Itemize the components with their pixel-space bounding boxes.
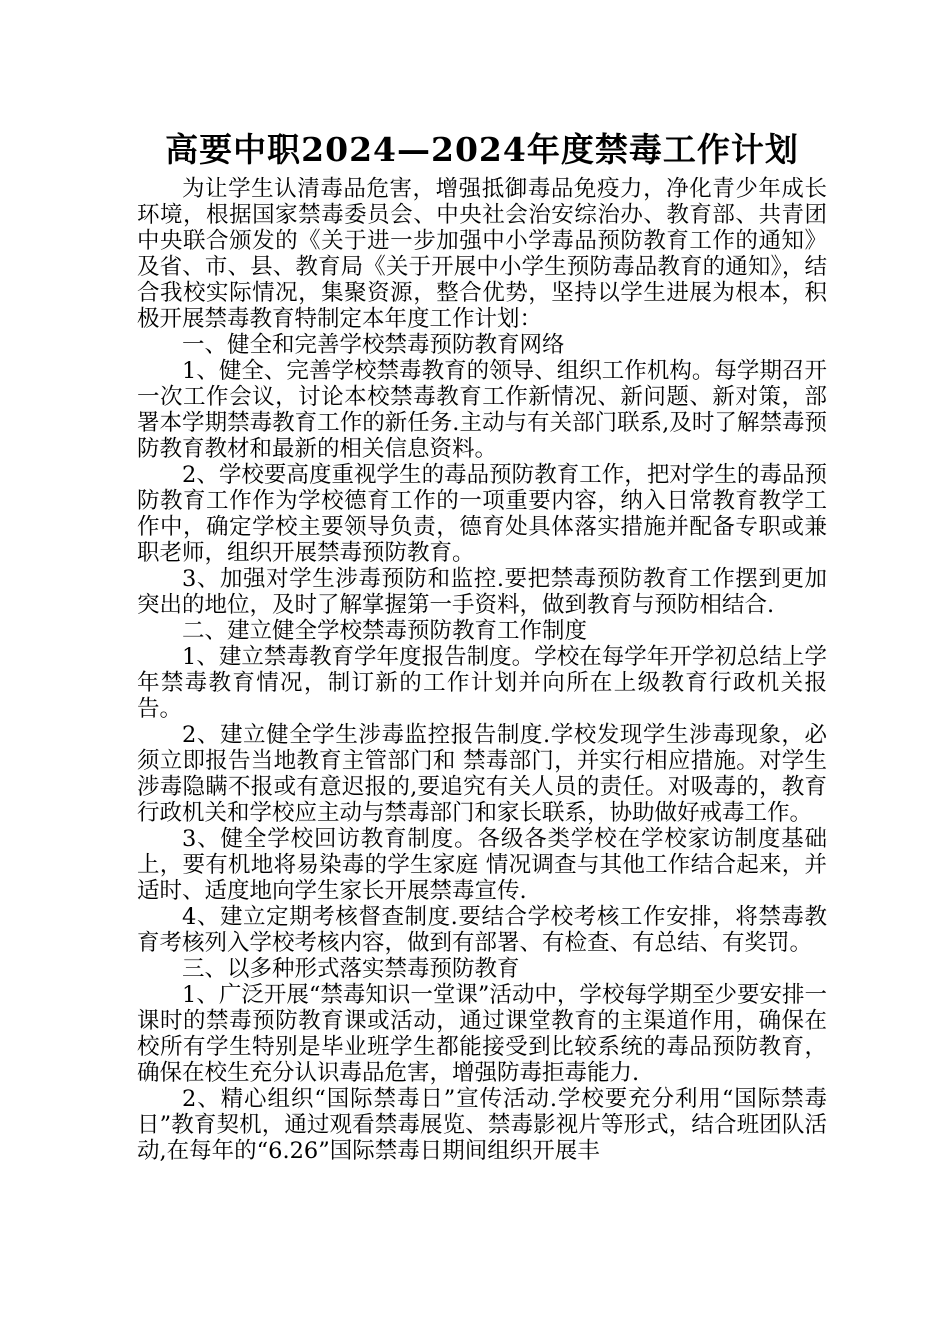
- document-body: [137, 176, 827, 1164]
- section-heading-3: 三、以多种形式落实禁毒预防教育: [182, 956, 520, 982]
- section-heading-2: 二、建立健全学校禁毒预防教育工作制度: [182, 618, 588, 644]
- paragraph: 3、健全学校回访教育制度。各级各类学校在学校家访制度基础上，要有机地将易染毒的学生家庭 情况调查与其他工作结合起来，并适时、适度地向学生家长开展禁毒宣传.: [137, 826, 827, 904]
- paragraph: 1、建立禁毒教育学年度报告制度。学校在每学年开学初总结上学年禁毒教育情况，制订新的工作计划并向所在上级教育行政机关报告。: [137, 644, 827, 722]
- paragraph: 1、广泛开展“禁毒知识一堂课”活动中，学校每学期至少要安排一课时的禁毒预防教育课或活动，通过课堂教育的主渠道作用，确保在校所有学生特别是毕业班学生都能接受到比较系统的毒品预防教育，确保在校生充分认识毒品危害，增强防毒拒毒能力.: [137, 982, 827, 1086]
- paragraph: 3、加强对学生涉毒预防和监控.要把禁毒预防教育工作摆到更加突出的地位，及时了解掌握第一手资料，做到教育与预防相结合.: [137, 566, 827, 618]
- paragraph: 2、建立健全学生涉毒监控报告制度.学校发现学生涉毒现象，必须立即报告当地教育主管部门和 禁毒部门，并实行相应措施。对学生涉毒隐瞒不报或有意迟报的,要追究有关人员的责任。对吸毒的，教育行政机关和学校应主动与禁毒部门和家长联系，协助做好戒毒工作。: [137, 722, 827, 826]
- section-heading-1: 一、健全和完善学校禁毒预防教育网络: [182, 332, 565, 358]
- paragraph: 2、学校要高度重视学生的毒品预防教育工作，把对学生的毒品预防教育工作作为学校德育工作的一项重要内容，纳入日常教育教学工作中，确定学校主要领导负责，德育处具体落实措施并配备专职或兼职老师，组织开展禁毒预防教育。: [137, 462, 827, 566]
- paragraph: 2、精心组织“国际禁毒日”宣传活动.学校要充分利用“国际禁毒日”教育契机，通过观看禁毒展览、禁毒影视片等形式，结合班团队活动,在每年的“6.26”国际禁毒日期间组织开展丰: [137, 1086, 827, 1164]
- document-title: 高要中职2024—2024年度禁毒工作计划: [165, 130, 799, 169]
- document-page: [137, 128, 827, 1164]
- paragraph: 1、健全、完善学校禁毒教育的领导、组织工作机构。每学期召开一次工作会议，讨论本校禁毒教育工作新情况、新问题、新对策，部署本学期禁毒教育工作的新任务.主动与有关部门联系,及时了解禁毒预防教育教材和最新的相关信息资料。: [137, 358, 827, 462]
- paragraph: 4、建立定期考核督查制度.要结合学校考核工作安排，将禁毒教育考核列入学校考核内容，做到有部署、有检查、有总结、有奖罚。: [137, 904, 827, 956]
- intro-paragraph: 为让学生认清毒品危害，增强抵御毒品免疫力，净化青少年成长环境，根据国家禁毒委员会、中央社会治安综治办、教育部、共青团中央联合颁发的《关于进一步加强中小学毒品预防教育工作的通知》及省、市、县、教育局《关于开展中小学生预防毒品教育的通知》，结合我校实际情况，集聚资源，整合优势，坚持以学生进展为根本，积极开展禁毒教育特制定本年度工作计划：: [137, 176, 827, 332]
